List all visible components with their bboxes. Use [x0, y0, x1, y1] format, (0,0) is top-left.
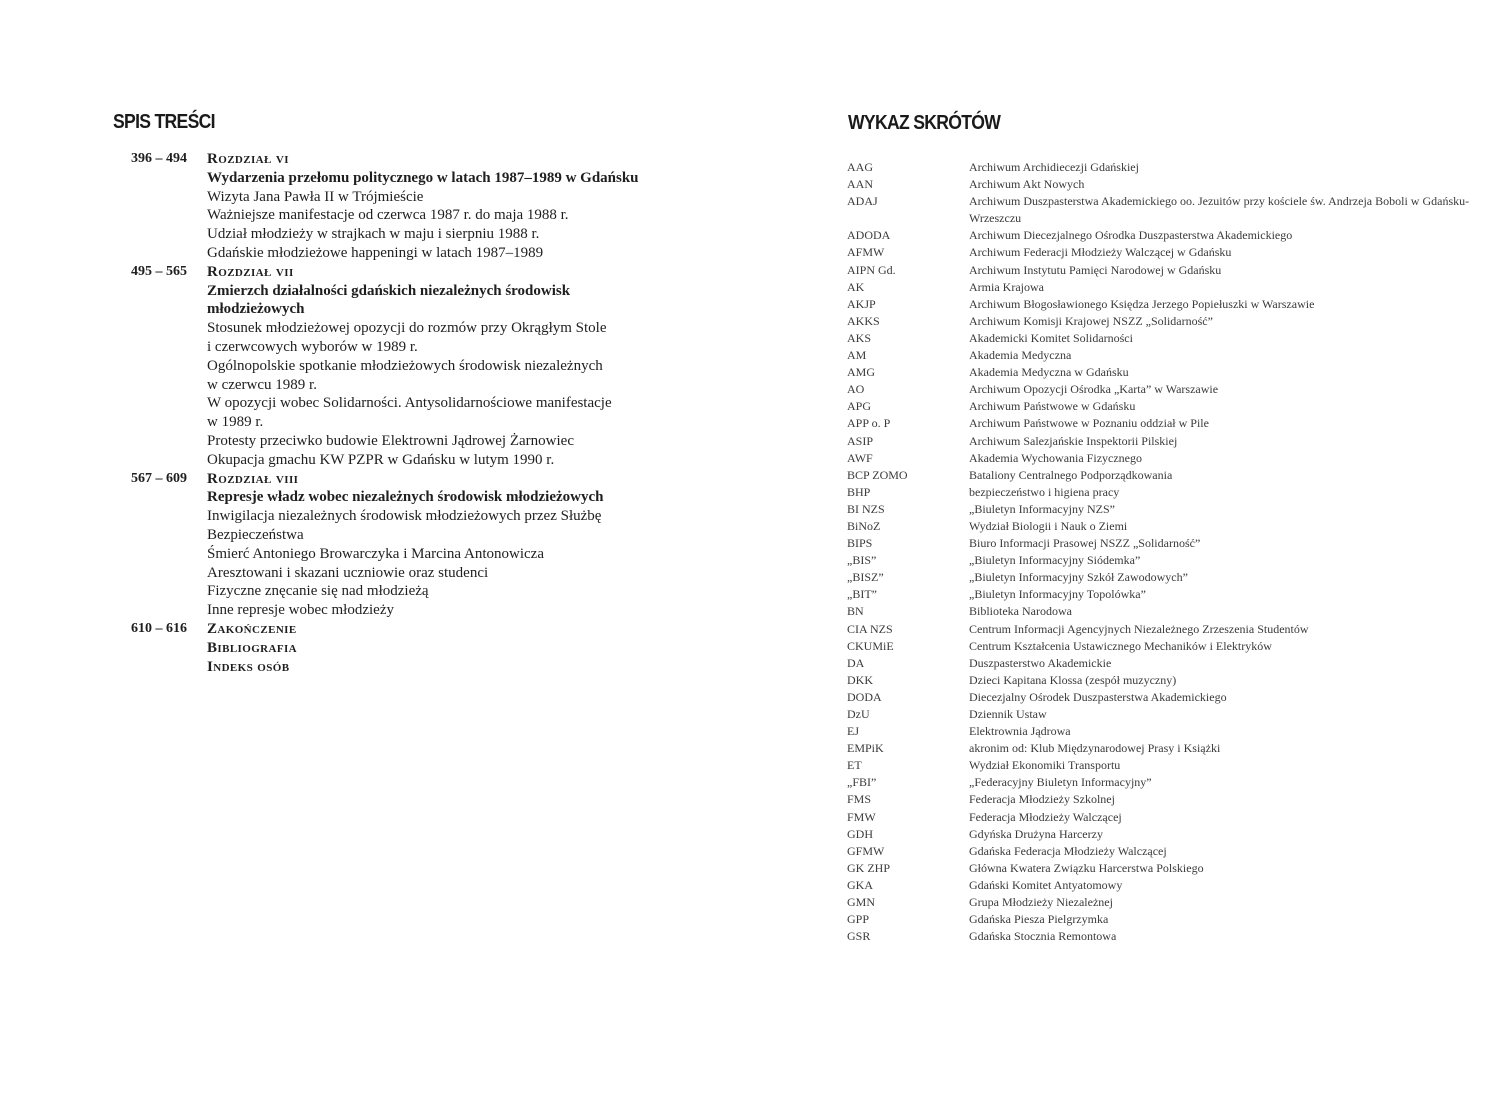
abbreviation-term: AFMW — [847, 245, 885, 260]
toc-entry — [0, 526, 750, 545]
toc-entry — [0, 338, 750, 357]
abbreviation-expansion: Grupa Młodzieży Niezależnej — [969, 895, 1113, 910]
abbreviation-term: AKKS — [847, 313, 880, 328]
abbreviation-expansion: Archiwum Akt Nowych — [969, 177, 1085, 192]
abbreviation-expansion: Akademicki Komitet Solidarności — [969, 330, 1133, 345]
abbreviation-expansion: Archiwum Archidiecezji Gdańskiej — [969, 160, 1139, 174]
abbreviation-row — [847, 860, 1487, 877]
toc-section: W opozycji wobec Solidarności. Antysolidarnościowe manifestacje — [207, 395, 612, 412]
abbreviation-expansion: Wydział Biologii i Nauk o Ziemi — [969, 518, 1128, 533]
abbreviation-row — [847, 244, 1487, 261]
abbreviation-row — [847, 433, 1487, 450]
abbreviation-term: BHP — [847, 484, 871, 499]
abbreviation-row — [847, 467, 1487, 484]
abbreviation-expansion: Gdyńska Drużyna Harcerzy — [969, 826, 1103, 841]
abbreviation-row — [847, 774, 1487, 791]
abbreviation-row — [847, 603, 1487, 620]
toc-entry — [0, 150, 750, 169]
toc-entry — [0, 545, 750, 564]
toc-entry — [0, 564, 750, 583]
abbreviation-expansion: „Biuletyn Informacyjny Szkół Zawodowych” — [969, 570, 1188, 585]
abbreviation-expansion: Archiwum Opozycji Ośrodka „Karta” w Warszawie — [969, 382, 1219, 397]
abbreviation-row — [847, 894, 1487, 911]
abbreviation-term: AIPN Gd. — [847, 262, 896, 277]
abbreviation-term: BN — [847, 604, 864, 619]
abbreviation-row — [847, 826, 1487, 843]
abbreviation-expansion: Archiwum Federacji Młodzieży Walczącej w Gdańsku — [969, 245, 1232, 260]
toc-entry — [0, 639, 750, 658]
abbreviation-row — [847, 450, 1487, 467]
abbreviation-term: EMPiK — [847, 741, 884, 756]
abbreviation-expansion: Archiwum Duszpasterstwa Akademickiego oo. Jezuitów przy kościele św. Andrzeja Boboli w Gdańsku-Wrzeszczu — [969, 194, 1470, 226]
toc-chapter-label: Indeks osób — [207, 658, 290, 675]
abbreviation-row — [847, 364, 1487, 381]
abbreviation-expansion: Archiwum Salezjańskie Inspektorii Pilskiej — [969, 433, 1178, 448]
abbreviation-term: EJ — [847, 724, 859, 739]
abbreviation-row — [847, 569, 1487, 586]
abbreviation-row — [847, 877, 1487, 894]
abbreviation-expansion: „Biuletyn Informacyjny Topolówka” — [969, 587, 1146, 602]
abbreviations-title: WYKAZ SKRÓTÓW — [848, 112, 1001, 134]
toc-section: Fizyczne znęcanie się nad młodzieżą — [207, 583, 429, 600]
abbreviation-term: AMG — [847, 365, 876, 380]
abbreviation-term: GMN — [847, 895, 876, 910]
toc-entry — [0, 507, 750, 526]
abbreviation-row — [847, 706, 1487, 723]
toc-page-range: 610 – 616 — [131, 620, 187, 636]
toc-entry — [0, 582, 750, 601]
abbreviation-expansion: Gdańska Piesza Pielgrzymka — [969, 912, 1109, 927]
toc-section: i czerwcowych wyborów w 1989 r. — [207, 338, 418, 355]
abbreviation-expansion: Wydział Ekonomiki Transportu — [969, 758, 1121, 773]
abbreviation-term: FMW — [847, 809, 876, 824]
toc-entry — [0, 206, 750, 225]
abbreviation-row — [847, 415, 1487, 432]
toc-section: w 1989 r. — [207, 414, 264, 431]
abbreviation-row — [847, 296, 1487, 313]
abbreviation-row — [847, 227, 1487, 244]
abbreviation-term: AAG — [847, 160, 873, 174]
abbreviation-row — [847, 159, 1487, 176]
abbreviation-expansion: Dzieci Kapitana Klossa (zespół muzyczny) — [969, 672, 1177, 687]
abbreviation-row — [847, 655, 1487, 672]
toc-entry — [0, 470, 750, 489]
abbreviation-row — [847, 518, 1487, 535]
abbreviation-term: DKK — [847, 672, 873, 687]
abbreviation-row — [847, 262, 1487, 279]
abbreviation-term: BCP ZOMO — [847, 467, 908, 482]
toc-section: Aresztowani i skazani uczniowie oraz studenci — [207, 564, 489, 581]
toc-entry — [0, 169, 750, 188]
abbreviation-expansion: „Biuletyn Informacyjny NZS” — [969, 501, 1115, 516]
toc-entry — [0, 601, 750, 620]
abbreviation-expansion: akronim od: Klub Międzynarodowej Prasy i Książki — [969, 741, 1221, 756]
abbreviation-term: CIA NZS — [847, 621, 893, 636]
toc-entry — [0, 300, 750, 319]
toc-chapter-label: Bibliografia — [207, 639, 297, 656]
abbreviations-list — [847, 159, 1487, 945]
abbreviation-row — [847, 347, 1487, 364]
toc-chapter-label: Rozdział vii — [207, 263, 294, 280]
abbreviation-row — [847, 843, 1487, 860]
abbreviation-row — [847, 740, 1487, 757]
toc-section: Udział młodzieży w strajkach w maju i sierpniu 1988 r. — [207, 226, 540, 243]
abbreviation-row — [847, 552, 1487, 569]
abbreviation-term: „BIS” — [847, 553, 877, 568]
abbreviation-row — [847, 809, 1487, 826]
abbreviation-expansion: Archiwum Błogosławionego Księdza Jerzego Popiełuszki w Warszawie — [969, 296, 1315, 311]
toc-chapter-title: Wydarzenia przełomu politycznego w latach 1987–1989 w Gdańsku — [207, 169, 639, 186]
abbreviation-term: FMS — [847, 792, 872, 807]
abbreviation-row — [847, 398, 1487, 415]
toc-section: w czerwcu 1989 r. — [207, 376, 317, 393]
abbreviation-row — [847, 279, 1487, 296]
abbreviation-expansion: bezpieczeństwo i higiena pracy — [969, 484, 1120, 499]
abbreviation-expansion: Akademia Medyczna — [969, 348, 1072, 363]
abbreviation-term: AK — [847, 279, 865, 294]
abbreviation-expansion: Duszpasterstwo Akademickie — [969, 655, 1112, 670]
toc-entry — [0, 244, 750, 263]
toc-entry — [0, 357, 750, 376]
toc-entry — [0, 451, 750, 470]
toc-entry — [0, 658, 750, 677]
abbreviation-term: GK ZHP — [847, 860, 891, 875]
abbreviation-term: ET — [847, 758, 862, 773]
abbreviation-row — [847, 689, 1487, 706]
abbreviation-expansion: Gdański Komitet Antyatomowy — [969, 877, 1123, 892]
abbreviation-row — [847, 176, 1487, 193]
abbreviation-term: CKUMiE — [847, 638, 894, 653]
abbreviation-term: GKA — [847, 877, 873, 892]
toc-entry — [0, 620, 750, 639]
toc-section: Protesty przeciwko budowie Elektrowni Jądrowej Żarnowiec — [207, 432, 574, 449]
toc-section: Ważniejsze manifestacje od czerwca 1987 r. do maja 1988 r. — [207, 207, 569, 224]
abbreviation-expansion: Archiwum Diecezjalnego Ośrodka Duszpasterstwa Akademickiego — [969, 228, 1293, 243]
abbreviation-expansion: Armia Krajowa — [969, 279, 1044, 294]
abbreviation-expansion: Główna Kwatera Związku Harcerstwa Polskiego — [969, 860, 1204, 875]
abbreviation-row — [847, 484, 1487, 501]
abbreviation-term: AO — [847, 382, 865, 397]
abbreviation-row — [847, 535, 1487, 552]
abbreviation-expansion: Biuro Informacji Prasowej NSZZ „Solidarność” — [969, 536, 1201, 551]
abbreviation-term: AAN — [847, 177, 873, 192]
abbreviation-expansion: Akademia Wychowania Fizycznego — [969, 450, 1142, 465]
abbreviation-expansion: Federacja Młodzieży Szkolnej — [969, 792, 1115, 807]
abbreviation-row — [847, 621, 1487, 638]
abbreviation-row — [847, 381, 1487, 398]
abbreviation-term: GDH — [847, 826, 873, 841]
abbreviation-expansion: Archiwum Państwowe w Poznaniu oddział w Pile — [969, 416, 1209, 431]
abbreviation-expansion: Federacja Młodzieży Walczącej — [969, 809, 1122, 824]
abbreviation-term: GSR — [847, 929, 871, 944]
abbreviation-expansion: Dziennik Ustaw — [969, 707, 1047, 721]
abbreviation-row — [847, 757, 1487, 774]
toc-chapter-label: Rozdział viii — [207, 470, 299, 487]
abbreviation-term: „FBI” — [847, 775, 877, 790]
toc-entry — [0, 413, 750, 432]
toc-entry — [0, 376, 750, 395]
abbreviation-row — [847, 791, 1487, 808]
toc-chapter-label: Rozdział vi — [207, 151, 289, 167]
abbreviation-expansion: Archiwum Państwowe w Gdańsku — [969, 399, 1136, 414]
abbreviation-term: „BISZ” — [847, 570, 884, 585]
toc-section: Ogólnopolskie spotkanie młodzieżowych środowisk niezależnych — [207, 357, 603, 374]
abbreviation-term: GPP — [847, 912, 870, 927]
abbreviation-term: BIPS — [847, 536, 873, 551]
abbreviation-row — [847, 638, 1487, 655]
toc-section: Bezpieczeństwa — [207, 526, 304, 543]
abbreviation-term: APG — [847, 399, 872, 414]
abbreviation-term: GFMW — [847, 843, 885, 858]
abbreviation-row — [847, 672, 1487, 689]
toc-entry — [0, 394, 750, 413]
toc-section: Stosunek młodzieżowej opozycji do rozmów przy Okrągłym Stole — [207, 320, 607, 337]
abbreviation-row — [847, 330, 1487, 347]
abbreviation-term: AM — [847, 348, 867, 363]
abbreviation-term: DzU — [847, 707, 870, 721]
toc-section: Śmierć Antoniego Browarczyka i Marcina Antonowicza — [207, 545, 544, 562]
abbreviation-expansion: Diecezjalny Ośrodek Duszpasterstwa Akademickiego — [969, 689, 1227, 704]
abbreviation-term: ADAJ — [847, 194, 878, 209]
right-page — [750, 0, 1500, 1118]
toc-page-range: 495 – 565 — [131, 263, 187, 279]
abbreviation-term: APP o. P — [847, 416, 891, 431]
abbreviation-row — [847, 193, 1487, 227]
toc-section: Wizyta Jana Pawła II w Trójmieście — [207, 188, 424, 205]
abbreviation-row — [847, 586, 1487, 603]
abbreviation-term: DODA — [847, 689, 882, 704]
toc-entry — [0, 225, 750, 244]
abbreviation-term: ASIP — [847, 433, 874, 448]
toc-entry — [0, 188, 750, 207]
abbreviation-term: AKS — [847, 330, 872, 345]
abbreviation-expansion: Akademia Medyczna w Gdańsku — [969, 365, 1129, 380]
toc-chapter-title: młodzieżowych — [207, 301, 305, 318]
abbreviation-term: AWF — [847, 450, 873, 465]
toc-entry — [0, 432, 750, 451]
abbreviation-row — [847, 313, 1487, 330]
toc-page-range: 396 – 494 — [131, 151, 187, 166]
toc-section: Inne represje wobec młodzieży — [207, 602, 394, 619]
toc-section: Inwigilacja niezależnych środowisk młodzieżowych przez Służbę — [207, 508, 602, 525]
abbreviation-row — [847, 928, 1487, 945]
abbreviation-expansion: Gdańska Federacja Młodzieży Walczącej — [969, 843, 1167, 858]
toc-page-range: 567 – 609 — [131, 470, 187, 486]
abbreviation-expansion: Centrum Informacji Agencyjnych Niezależnego Zrzeszenia Studentów — [969, 621, 1309, 636]
abbreviation-term: „BIT” — [847, 587, 877, 602]
abbreviation-term: BiNoZ — [847, 518, 881, 533]
abbreviation-term: ADODA — [847, 228, 891, 243]
abbreviation-term: BI NZS — [847, 501, 885, 516]
toc-chapter-label: Zakończenie — [207, 620, 297, 637]
abbreviation-term: DA — [847, 655, 865, 670]
abbreviation-expansion: „Biuletyn Informacyjny Siódemka” — [969, 553, 1141, 568]
toc-section: Okupacja gmachu KW PZPR w Gdańsku w lutym 1990 r. — [207, 451, 555, 468]
toc-entry — [0, 263, 750, 282]
toc-entry — [0, 488, 750, 507]
abbreviation-row — [847, 911, 1487, 928]
abbreviation-row — [847, 501, 1487, 518]
abbreviation-term: AKJP — [847, 296, 876, 311]
abbreviation-expansion: Elektrownia Jądrowa — [969, 724, 1071, 739]
toc-title: SPIS TREŚCI — [113, 111, 215, 133]
toc-entry — [0, 319, 750, 338]
toc-list — [0, 150, 750, 676]
abbreviation-row — [847, 723, 1487, 740]
abbreviation-expansion: Biblioteka Narodowa — [969, 604, 1072, 619]
abbreviation-expansion: Centrum Kształcenia Ustawicznego Mechaników i Elektryków — [969, 638, 1272, 653]
toc-chapter-title: Represje władz wobec niezależnych środowisk młodzieżowych — [207, 489, 604, 506]
abbreviation-expansion: Bataliony Centralnego Podporządkowania — [969, 467, 1173, 482]
toc-chapter-title: Zmierzch działalności gdańskich niezależnych środowisk — [207, 282, 571, 299]
abbreviation-expansion: „Federacyjny Biuletyn Informacyjny” — [969, 775, 1152, 790]
abbreviation-expansion: Archiwum Komisji Krajowej NSZZ „Solidarność” — [969, 313, 1213, 328]
abbreviation-expansion: Gdańska Stocznia Remontowa — [969, 929, 1117, 944]
toc-entry — [0, 282, 750, 301]
abbreviation-expansion: Archiwum Instytutu Pamięci Narodowej w Gdańsku — [969, 262, 1222, 277]
toc-section: Gdańskie młodzieżowe happeningi w latach 1987–1989 — [207, 244, 544, 261]
